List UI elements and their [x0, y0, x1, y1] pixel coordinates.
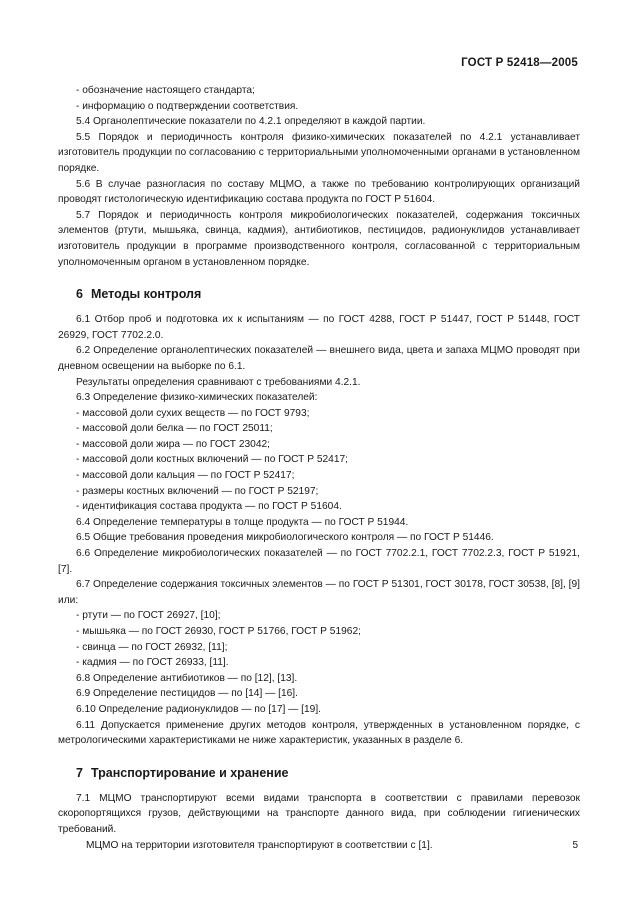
- paragraph-6-8: 6.8 Определение антибиотиков — по [12], [13].: [76, 672, 298, 684]
- list-item: - информацию о подтверждении соответствия.: [76, 100, 299, 112]
- section-title: Методы контроля: [90, 287, 202, 302]
- paragraph-6-3: 6.3 Определение физико-химических показателей:: [76, 392, 318, 404]
- paragraph-5-5: 5.5 Порядок и периодичность контроля физико-химических показателей по 4.2.1 устанавливает изготовитель продукции по согласованию с территориальными уполномоченными органами в установленном порядке.: [58, 131, 580, 174]
- paragraph-6-1: 6.1 Отбор проб и подготовка их к испытаниям — по ГОСТ 4288, ГОСТ Р 51447, ГОСТ Р 51448, ГОСТ 26929, ГОСТ 7702.2.0.: [58, 314, 580, 341]
- paragraph-6-9: 6.9 Определение пестицидов — по [14] — [16].: [76, 688, 298, 700]
- list-item: - массовой доли кальция — по ГОСТ Р 52417;: [76, 470, 295, 482]
- paragraph-7-transport: МЦМО на территории изготовителя транспортируют в соответствии с [1].: [86, 839, 433, 851]
- section-title: Транспортирование и хранение: [90, 765, 289, 780]
- paragraph-6-2: 6.2 Определение органолептических показателей — внешнего вида, цвета и запаха МЦМО проводят при дневном освещении на выборке по 6.1.: [58, 345, 580, 372]
- section-number: 6: [76, 287, 83, 302]
- paragraph-6-10: 6.10 Определение радионуклидов — по [17] — [19].: [76, 703, 322, 715]
- list-item: - мышьяка — по ГОСТ 26930, ГОСТ Р 51766, ГОСТ Р 51962;: [76, 626, 361, 637]
- list-item: - размеры костных включений — по ГОСТ Р 52197;: [76, 485, 319, 497]
- standard-header: ГОСТ Р 52418—2005: [461, 57, 578, 69]
- section-7-heading: [76, 765, 580, 781]
- paragraph-6-4: 6.4 Определение температуры в толще продукта — по ГОСТ Р 51944.: [76, 516, 409, 528]
- page-content: [58, 83, 580, 853]
- paragraph-5-4: 5.4 Органолептические показатели по 4.2.1 определяют в каждой партии.: [76, 116, 426, 128]
- list-item: - массовой доли сухих веществ — по ГОСТ 9793;: [76, 407, 310, 419]
- page-number: 5: [572, 840, 578, 851]
- paragraph-5-7: 5.7 Порядок и периодичность контроля микробиологических показателей, содержания токсичных элементов (ртути, мышьяка, свинца, кадмия), антибиотиков, пестицидов, радионуклидов устанавливает изготовитель продукции в программе производственного контроля, согласованной с территориальным уполномоченным органом в установленном порядке.: [58, 209, 580, 268]
- list-item: - массовой доли костных включений — по ГОСТ Р 52417;: [76, 454, 348, 466]
- list-item: - свинца — по ГОСТ 26932, [11];: [76, 641, 228, 653]
- list-item: - массовой доли жира — по ГОСТ 23042;: [76, 438, 270, 450]
- section-6-heading: [76, 286, 580, 302]
- paragraph-6-6: 6.6 Определение микробиологических показателей — по ГОСТ 7702.2.1, ГОСТ 7702.2.3, ГОСТ Р 51921, [7].: [58, 548, 580, 575]
- list-item: - обозначение настоящего стандарта;: [76, 85, 255, 96]
- list-item: - кадмия — по ГОСТ 26933, [11].: [76, 657, 229, 669]
- list-item: - массовой доли белка — по ГОСТ 25011;: [76, 423, 273, 435]
- paragraph-5-6: 5.6 В случае разногласия по составу МЦМО, а также по требованию контролирующих организаций проводят гистологическую идентификацию состава продукта по ГОСТ Р 51604.: [58, 178, 580, 206]
- paragraph-7-1: 7.1 МЦМО транспортируют всеми видами транспорта в соответствии с правилами перевозок скоропортящихся грузов, действующими на транспорте данного вида, при соблюдении гигиенических требований.: [58, 792, 580, 835]
- paragraph-6-7: 6.7 Определение содержания токсичных элементов — по ГОСТ Р 51301, ГОСТ 30178, ГОСТ 30538, [8], [9] или:: [58, 579, 580, 606]
- section-number: 7: [76, 765, 83, 780]
- paragraph-results: Результаты определения сравнивают с требованиями 4.2.1.: [76, 376, 361, 388]
- list-item: - ртути — по ГОСТ 26927, [10];: [76, 610, 221, 622]
- paragraph-6-11: 6.11 Допускается применение других методов контроля, утвержденных в установленном порядке, с метрологическими характеристиками не ниже характеристик, указанных в разделе 6.: [58, 719, 580, 747]
- paragraph-6-5: 6.5 Общие требования проведения микробиологического контроля — по ГОСТ Р 51446.: [76, 532, 494, 544]
- list-item: - идентификация состава продукта — по ГОСТ Р 51604.: [76, 501, 342, 513]
